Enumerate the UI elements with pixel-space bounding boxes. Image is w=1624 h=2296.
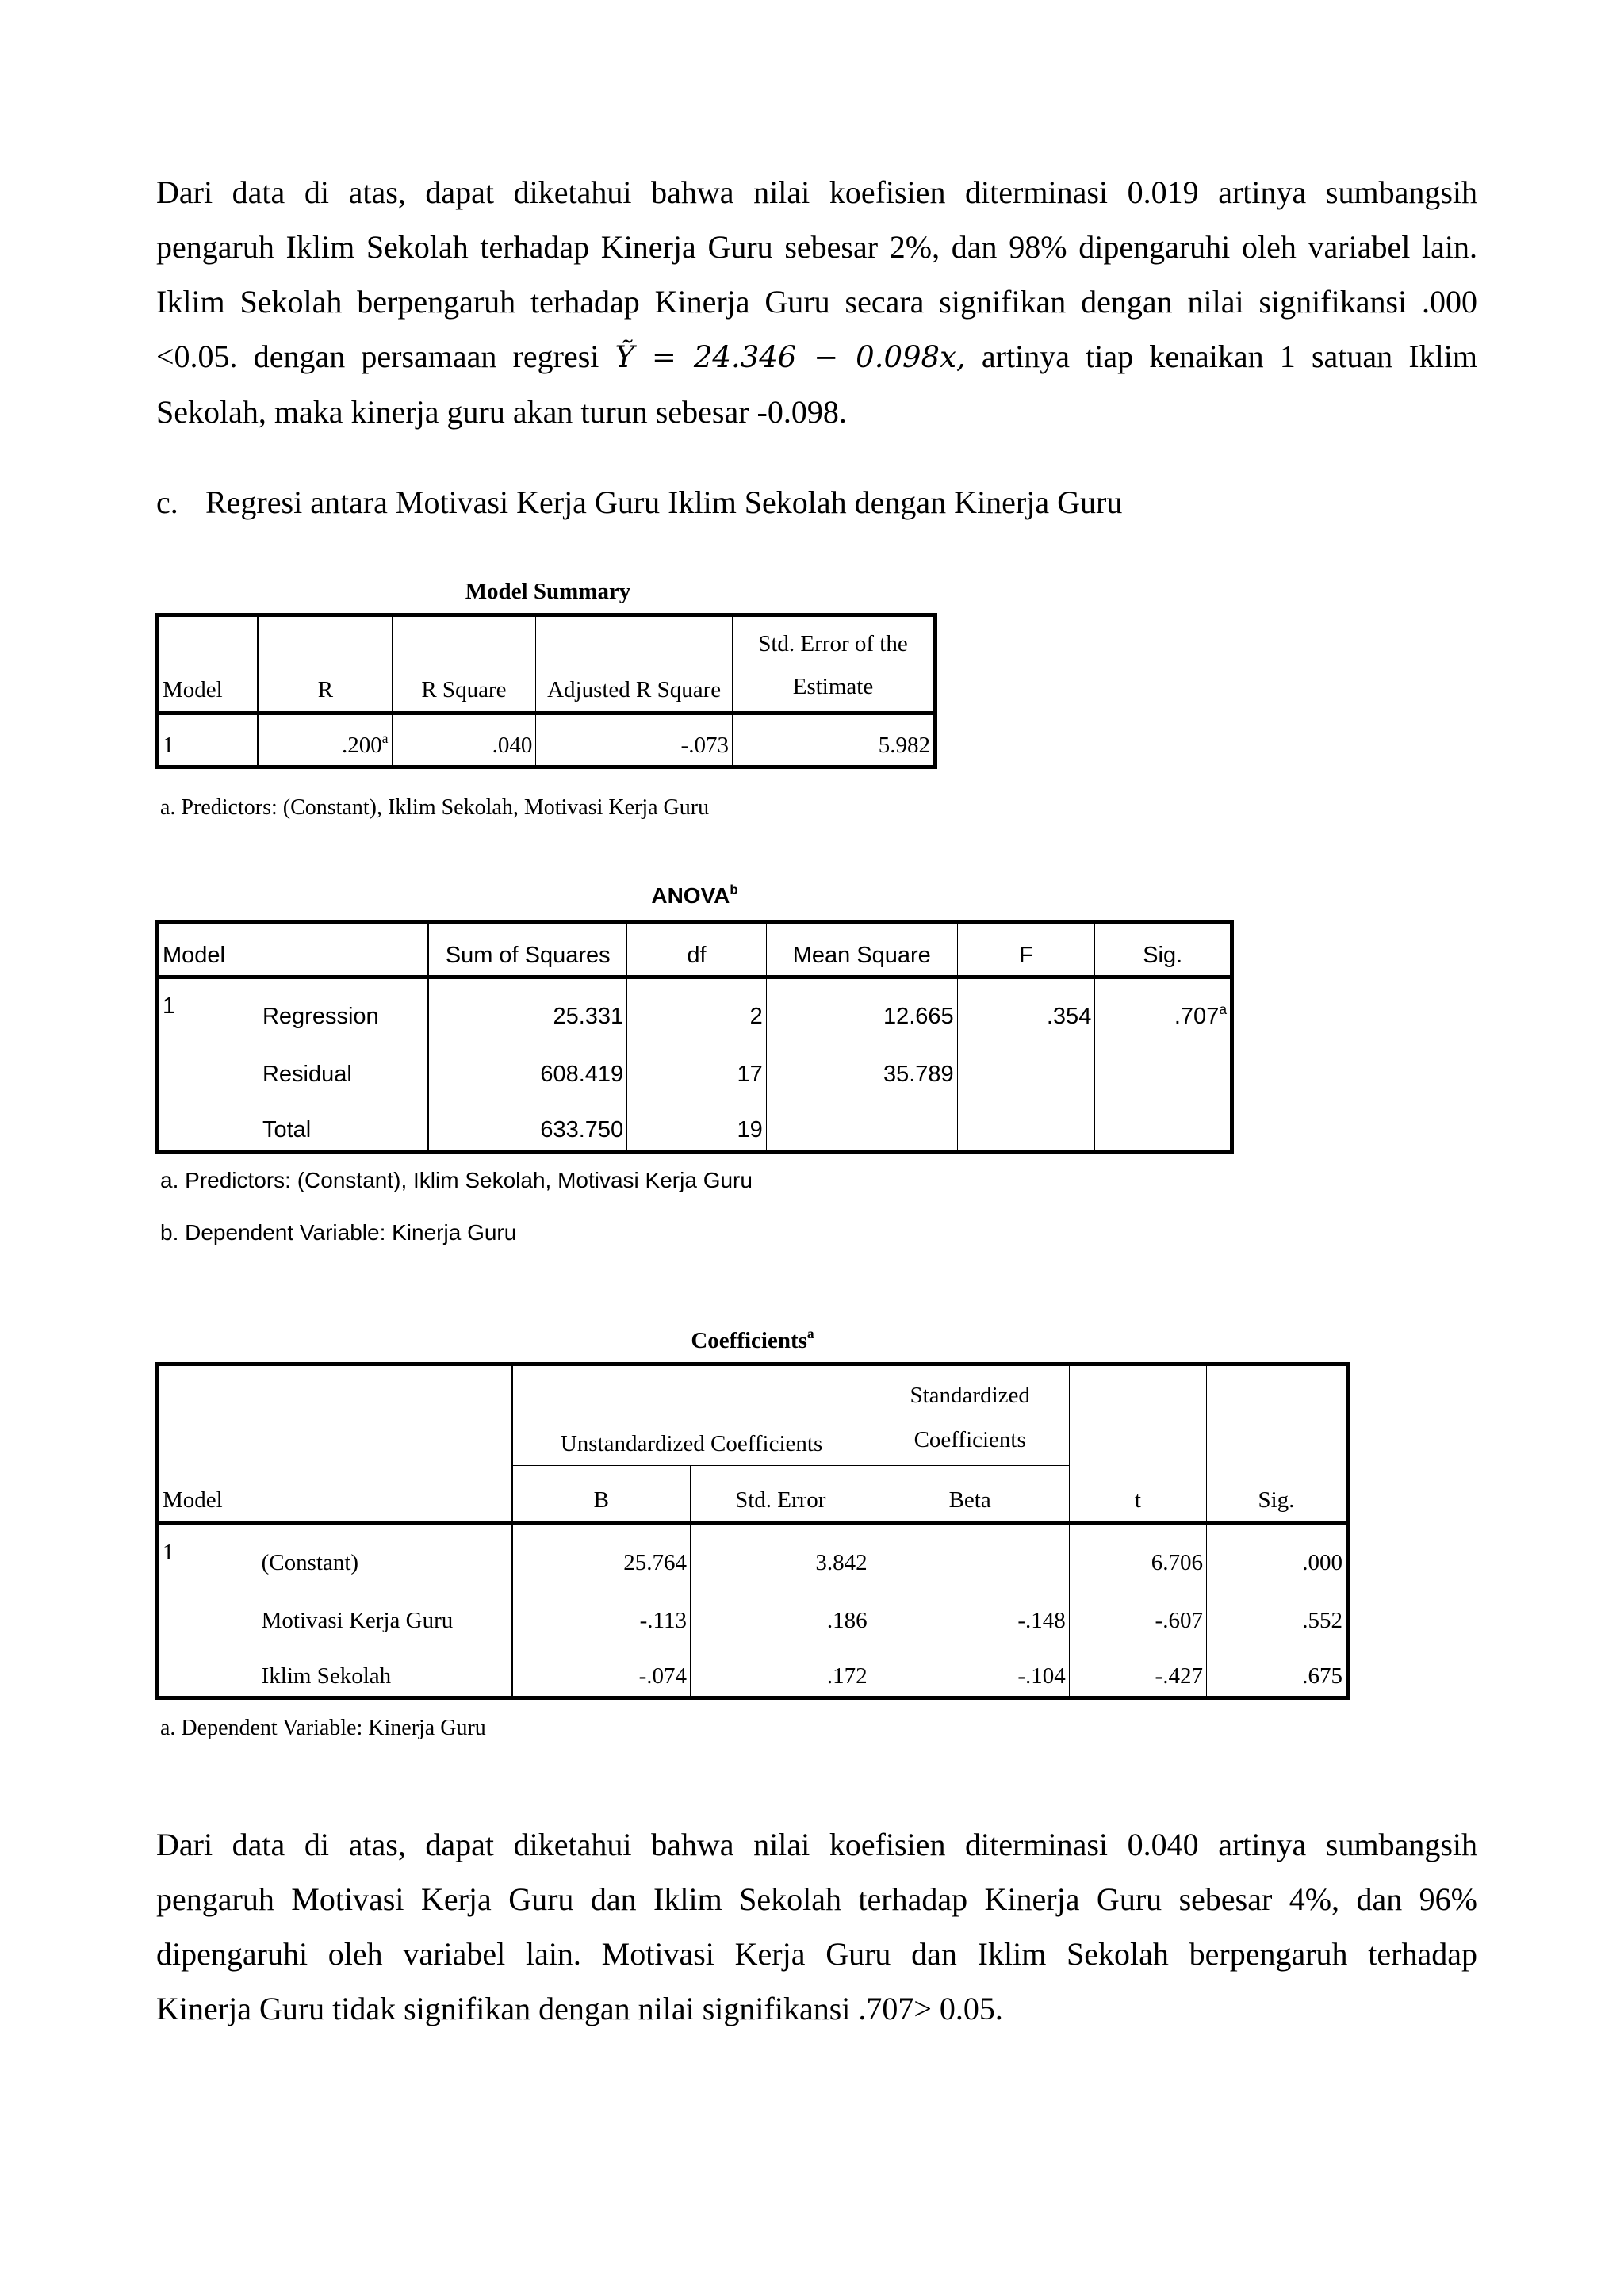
cell-mean-square: 12.665 (766, 978, 957, 1036)
cell-df: 17 (627, 1036, 767, 1094)
header-sum-of-squares: Sum of Squares (428, 922, 627, 978)
equation-prefix: <0.05. dengan persamaan regresi (156, 339, 599, 374)
cell-r-footnote: a (381, 729, 389, 746)
paragraph-line: Dari data di atas, dapat diketahui bahwa nilai koefisien diterminasi 0.019 artinya sumbangsih (156, 174, 1477, 210)
paragraph-line: Iklim Sekolah berpengaruh terhadap Kinerja Guru secara signifikan dengan nilai signifikansi .000 (156, 284, 1477, 320)
cell-beta: -.104 (871, 1640, 1069, 1698)
cell-std-error: .186 (690, 1582, 871, 1640)
cell-df: 19 (627, 1094, 767, 1152)
cell-beta: -.148 (871, 1582, 1069, 1640)
cell-t: -.607 (1069, 1582, 1206, 1640)
header-df: df (627, 922, 767, 978)
header-model: Model (158, 615, 259, 714)
paragraph-line-equation (156, 329, 1477, 385)
cell-adjusted-r-square: -.073 (536, 714, 733, 767)
header-sig: Sig. (1258, 1487, 1295, 1513)
coefficients-title-footnote: a (806, 1325, 814, 1341)
cell-sig-value: .707 (1174, 1003, 1220, 1029)
coefficients-footnote: a. Dependent Variable: Kinerja Guru (160, 1716, 486, 1740)
header-r: R (259, 615, 392, 714)
paragraph-line: Sekolah, maka kinerja guru akan turun sebesar -0.098. (156, 394, 847, 430)
model-summary-footnote: a. Predictors: (Constant), Iklim Sekolah, Motivasi Kerja Guru (160, 795, 710, 820)
header-t: t (1069, 1364, 1206, 1524)
header-std-error (732, 615, 935, 714)
cell-f (957, 1094, 1095, 1152)
header-std-error: Std. Error (690, 1466, 871, 1524)
section-title: Regresi antara Motivasi Kerja Guru Iklim Sekolah dengan Kinerja Guru (205, 484, 1123, 520)
paragraph-line: Dari data di atas, dapat diketahui bahwa nilai koefisien diterminasi 0.040 artinya sumbangsih (156, 1827, 1477, 1862)
cell-sig (1095, 1094, 1232, 1152)
coefficients-title (155, 1325, 1350, 1354)
model-summary-table (155, 613, 937, 769)
cell-b: 25.764 (511, 1524, 690, 1582)
header-mean-square: Mean Square (766, 922, 957, 978)
table-header-row (158, 922, 1232, 978)
model-summary-title: Model Summary (465, 579, 631, 604)
anova-footnote-b: b. Dependent Variable: Kinerja Guru (160, 1220, 517, 1245)
header-std-error-line2: Estimate (792, 674, 874, 699)
header-r-square: R Square (392, 615, 536, 714)
cell-r-value: .200 (342, 733, 382, 758)
table-row (158, 714, 936, 767)
header-unstandardized-coefficients: Unstandardized Coefficients (511, 1364, 871, 1466)
cell-t: -.427 (1069, 1640, 1206, 1698)
cell-source: Regression (259, 978, 428, 1036)
table-row (158, 978, 1232, 1036)
cell-sig: .675 (1302, 1663, 1342, 1689)
paragraph-conclusion (156, 1817, 1477, 2036)
cell-f: .354 (957, 978, 1095, 1036)
cell-b: -.074 (511, 1640, 690, 1698)
table-row (158, 1524, 1348, 1582)
cell-model: 1 (163, 993, 176, 1019)
cell-df: 2 (627, 978, 767, 1036)
cell-t: 6.706 (1069, 1524, 1206, 1582)
header-std-error-line1: Std. Error of the (758, 631, 908, 656)
cell-b: -.113 (511, 1582, 690, 1640)
cell-std-error: .172 (690, 1640, 871, 1698)
cell-source: Total (259, 1094, 428, 1152)
cell-sum-of-squares: 608.419 (428, 1036, 627, 1094)
anova-title (155, 883, 1234, 909)
header-standardized-line2: Coefficients (914, 1427, 1026, 1452)
cell-variable: (Constant) (259, 1524, 511, 1582)
section-label: c. (156, 484, 178, 520)
header-sig: Sig. (1143, 943, 1183, 968)
table-row (158, 1582, 1348, 1640)
cell-variable: Motivasi Kerja Guru (259, 1582, 511, 1640)
cell-r-square: .040 (392, 714, 536, 767)
header-beta: Beta (871, 1466, 1069, 1524)
header-model: Model (158, 922, 428, 978)
paragraph-line: Kinerja Guru tidak signifikan dengan nilai signifikansi .707> 0.05. (156, 1991, 1003, 2026)
header-standardized-coefficients (871, 1364, 1069, 1466)
header-adjusted-r-square: Adjusted R Square (536, 615, 733, 714)
paragraph-line: dipengaruhi oleh variabel lain. Motivasi Kerja Guru dan Iklim Sekolah berpengaruh terhadap (156, 1936, 1477, 1972)
cell-sig: .552 (1302, 1607, 1342, 1633)
paragraph-intro (156, 165, 1477, 439)
cell-std-error: 5.982 (878, 733, 930, 758)
anova-title-text: ANOVA (651, 883, 730, 908)
anova-table (155, 920, 1234, 1154)
coefficients-table (155, 1362, 1350, 1700)
cell-model: 1 (163, 1540, 174, 1565)
cell-variable: Iklim Sekolah (259, 1640, 511, 1698)
paragraph-line: pengaruh Iklim Sekolah terhadap Kinerja Guru sebesar 2%, dan 98% dipengaruhi oleh variabel lain. (156, 229, 1477, 265)
cell-sig (1095, 978, 1232, 1036)
cell-sig-footnote: a (1219, 1001, 1227, 1017)
table-row (158, 1094, 1232, 1152)
header-f: F (957, 922, 1095, 978)
cell-mean-square: 35.789 (766, 1036, 957, 1094)
cell-std-error: 3.842 (690, 1524, 871, 1582)
cell-sum-of-squares: 633.750 (428, 1094, 627, 1152)
section-heading (156, 480, 1122, 525)
equation-suffix: artinya tiap kenaikan 1 satuan Iklim (981, 339, 1477, 374)
table-row (158, 1640, 1348, 1698)
cell-r (259, 714, 392, 767)
header-standardized-line1: Standardized (910, 1383, 1030, 1408)
cell-sig: .000 (1302, 1549, 1342, 1575)
cell-sum-of-squares: 25.331 (428, 978, 627, 1036)
cell-model: 1 (158, 714, 259, 767)
cell-mean-square (766, 1094, 957, 1152)
coefficients-title-text: Coefficients (691, 1328, 807, 1353)
cell-sig (1095, 1036, 1232, 1094)
regression-equation: Ỹ = 24.346 − 0.098x, (615, 340, 966, 374)
anova-footnote-a: a. Predictors: (Constant), Iklim Sekolah, Motivasi Kerja Guru (160, 1168, 753, 1192)
anova-title-footnote: b (730, 882, 738, 897)
table-header-row (158, 615, 936, 714)
header-b: B (511, 1466, 690, 1524)
cell-beta (871, 1524, 1069, 1582)
paragraph-line: pengaruh Motivasi Kerja Guru dan Iklim Sekolah terhadap Kinerja Guru sebesar 4%, dan 96% (156, 1881, 1477, 1917)
header-model: Model (158, 1364, 512, 1524)
cell-source: Residual (259, 1036, 428, 1094)
table-header-row (158, 1364, 1348, 1466)
cell-f (957, 1036, 1095, 1094)
table-row (158, 1036, 1232, 1094)
